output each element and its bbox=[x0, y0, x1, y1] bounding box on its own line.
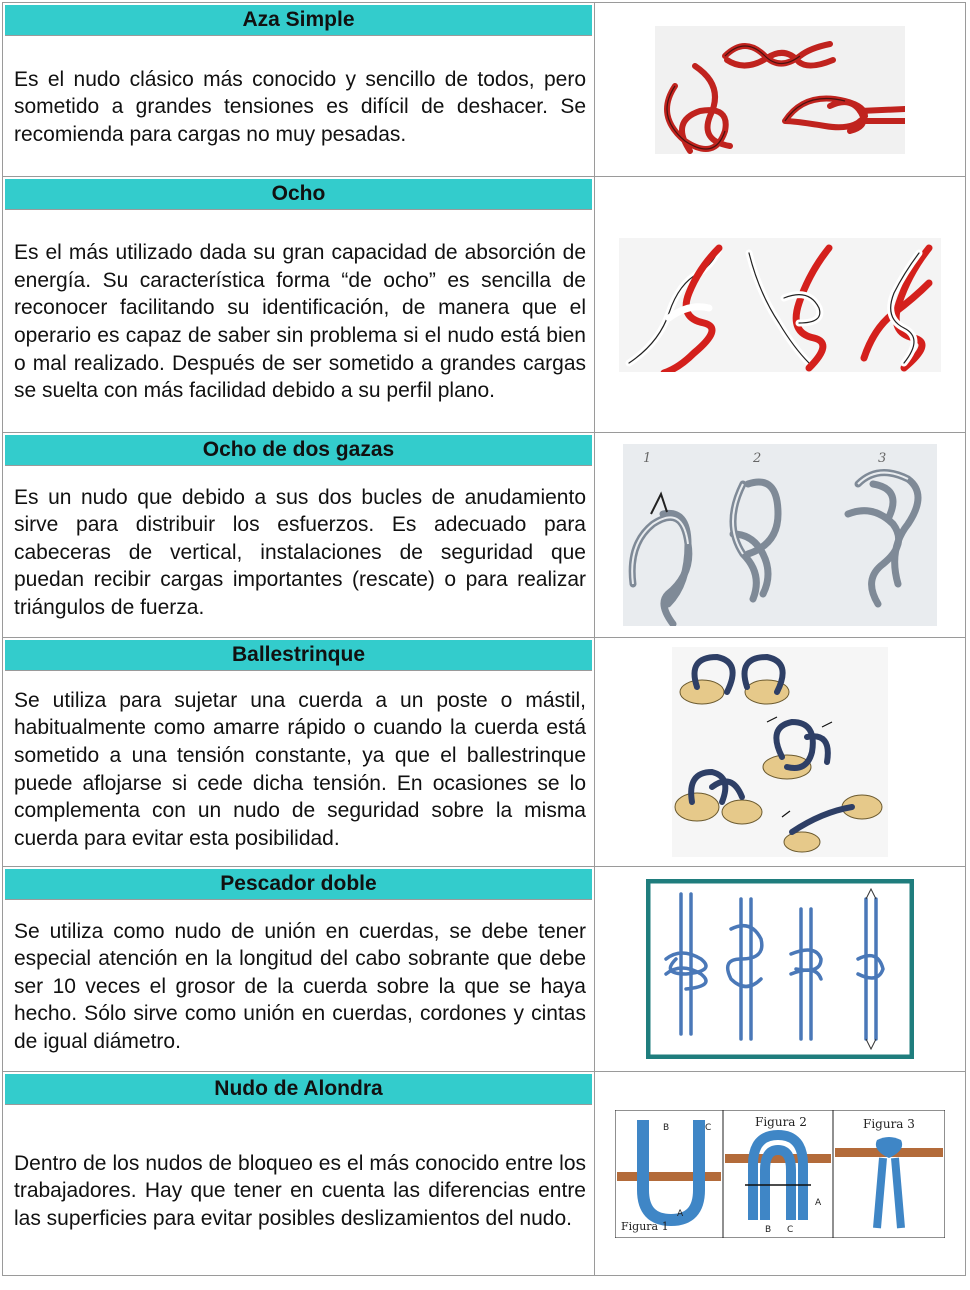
text-cell bbox=[3, 1072, 595, 1275]
knot-title: Pescador doble bbox=[5, 869, 592, 900]
text-cell bbox=[3, 638, 595, 866]
knot-title: Ocho de dos gazas bbox=[5, 435, 592, 466]
table-row bbox=[3, 1072, 965, 1275]
ocho-illustration bbox=[619, 238, 941, 372]
image-cell bbox=[595, 867, 965, 1071]
point-label: A bbox=[677, 1208, 684, 1219]
knot-description bbox=[3, 673, 594, 866]
knot-title: Aza Simple bbox=[5, 5, 592, 36]
knot-title: Ocho bbox=[5, 179, 592, 210]
pescador-doble-illustration bbox=[646, 879, 914, 1059]
text-cell bbox=[3, 433, 595, 637]
image-cell bbox=[595, 1072, 965, 1275]
knot-description bbox=[3, 212, 594, 432]
point-label: C bbox=[705, 1122, 712, 1133]
description-text: Es el más utilizado dada su gran capacidad de absorción de energía. Su característica forma “de ocho” es sencilla de reconocer facilitando su identificación, de manera que el operario es capaz de saber sin problema si el nudo está bien o mal realizado. Después de ser sometido a grandes cargas se suelta con más facilidad debido a su perfil plano. bbox=[14, 241, 586, 403]
step-label: 3 bbox=[878, 451, 887, 466]
table-row bbox=[3, 433, 965, 638]
knot-description bbox=[3, 1107, 594, 1275]
text-cell bbox=[3, 3, 595, 176]
point-label: C bbox=[787, 1224, 794, 1235]
description-text: Dentro de los nudos de bloqueo es el más conocido entre los trabajadores. Hay que tener en cuenta las diferencias entre las superficies para evitar posibles deslizamientos del nudo. bbox=[14, 1151, 586, 1230]
point-label: A bbox=[815, 1197, 822, 1208]
table-row bbox=[3, 638, 965, 867]
image-cell bbox=[595, 3, 965, 176]
point-label: B bbox=[765, 1224, 772, 1235]
step-label: 1 bbox=[643, 451, 652, 466]
nudo-alondra-illustration bbox=[615, 1110, 945, 1238]
description-text: Se utiliza para sujetar una cuerda a un poste o mástil, habitualmente como amarre rápido o cuando la cuerda está sometido a una tensión constante, ya que el ballestrinque puede aflojarse si cede dicha tensión. En ocasiones se lo complementa con un nudo de seguridad sobre la misma cuerda para evitar esta posibilidad. bbox=[14, 688, 586, 850]
knot-description bbox=[3, 902, 594, 1071]
table-row bbox=[3, 867, 965, 1072]
image-cell bbox=[595, 433, 965, 637]
text-cell bbox=[3, 177, 595, 432]
ocho-dos-gazas-illustration bbox=[623, 444, 937, 626]
ballestrinque-illustration bbox=[672, 647, 888, 857]
knot-description bbox=[3, 38, 594, 176]
figure-label: Figura 3 bbox=[863, 1116, 915, 1131]
text-cell bbox=[3, 867, 595, 1071]
point-label: B bbox=[663, 1122, 670, 1133]
description-text: Se utiliza como nudo de unión en cuerdas, se debe tener especial atención en la longitud del cabo sobrante que debe ser 10 veces el grosor de la cuerda sobre la que se haya hecho. Sólo sirve como unión en cuerdas, cordones y cintas de igual diámetro. bbox=[14, 919, 586, 1053]
table-row bbox=[3, 3, 965, 177]
knot-title: Nudo de Alondra bbox=[5, 1074, 592, 1105]
aza-simple-illustration bbox=[655, 26, 905, 154]
description-text: Es un nudo que debido a sus dos bucles de anudamiento sirve para distribuir los esfuerzos. Es adecuado para cabeceras de vertical, instalaciones de seguridad que puedan recibir cargas importantes (rescate) o para realizar triángulos de fuerza. bbox=[14, 485, 586, 619]
knot-title: Ballestrinque bbox=[5, 640, 592, 671]
figure-label: Figura 1 bbox=[621, 1219, 669, 1233]
image-cell bbox=[595, 177, 965, 432]
knots-table bbox=[2, 2, 966, 1276]
figure-label: Figura 2 bbox=[755, 1114, 807, 1129]
image-cell bbox=[595, 638, 965, 866]
table-row bbox=[3, 177, 965, 433]
step-label: 2 bbox=[753, 451, 762, 466]
knot-description bbox=[3, 468, 594, 637]
description-text: Es el nudo clásico más conocido y sencillo de todos, pero sometido a grandes tensiones es difícil de deshacer. Se recomienda para cargas no muy pesadas. bbox=[14, 67, 586, 146]
